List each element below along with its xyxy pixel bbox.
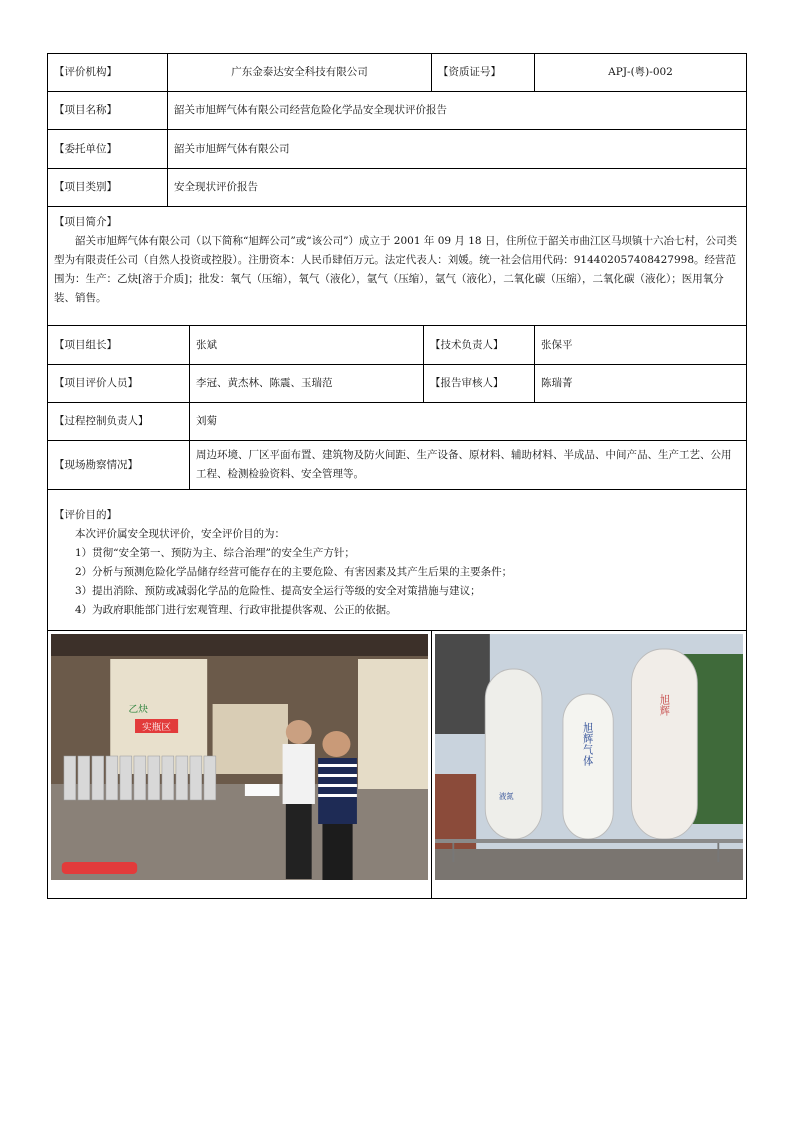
leader-value: 张斌 [190, 326, 424, 365]
category-label: 【项目类别】 [48, 169, 168, 207]
tank-label-nitrogen: 液氮 [498, 791, 514, 802]
photo-sign-acetylene: 乙炔 [128, 704, 148, 715]
purpose-item: 4）为政府职能部门进行宏观管理、行政审批提供客观、公正的依据。 [75, 604, 397, 616]
process-value: 刘菊 [190, 403, 747, 441]
project-name-label: 【项目名称】 [48, 92, 168, 130]
project-name-value: 韶关市旭辉气体有限公司经营危险化学品安全现状评价报告 [168, 92, 747, 130]
purpose-item: 1）贯彻“安全第一、预防为主、综合治理”的安全生产方针； [75, 547, 355, 559]
site-label: 【现场勘察情况】 [48, 441, 190, 490]
tank-brand-text: 旭辉气体 [581, 722, 594, 766]
purpose-label: 【评价目的】 [54, 509, 117, 521]
client-value: 韶关市旭辉气体有限公司 [168, 130, 747, 169]
intro-text: 韶关市旭辉气体有限公司（以下简称“旭辉公司”或“该公司”）成立于 2001 年 09 月 18 日，住所位于韶关市曲江区马坝镇十六冶七村，公司类型为有限责任公司（自然人投资或控股）。注册资本：人民币肆佰万元。法定代表人：刘媛。统一社会信用代码：914402057408427998。经营范围为：生产：乙炔[溶于介质]；批发：氧气（压缩），氧气（液化），氩气（压缩），氩气（液化），二氧化碳（压缩），二氧化碳（液化）；医用氧分装、销售。 [54, 235, 737, 304]
cert-label: 【资质证号】 [432, 54, 535, 92]
tank-brand-text-2: 旭辉 [658, 694, 671, 716]
staff-value: 李冠、黄杰林、陈震、玉瑞范 [190, 365, 424, 403]
tech-value: 张保平 [535, 326, 747, 365]
purpose-section [48, 490, 747, 631]
purpose-item: 3）提出消除、预防或减弱化学品的危险性、提高安全运行等级的安全对策措施与建议； [75, 585, 481, 597]
org-value: 广东金泰达安全科技有限公司 [168, 54, 432, 92]
site-inspection-photo [51, 634, 428, 880]
reviewer-value: 陈瑞菁 [535, 365, 747, 403]
leader-label: 【项目组长】 [48, 326, 190, 365]
photo-cell-right [432, 631, 747, 899]
reviewer-label: 【报告审核人】 [424, 365, 535, 403]
photo-sign-cylinder-area: 实瓶区 [142, 722, 172, 733]
intro-label: 【项目简介】 [54, 216, 117, 228]
info-table [47, 53, 747, 899]
intro-section [48, 207, 747, 326]
purpose-intro: 本次评价属安全现状评价，安全评价目的为： [75, 528, 285, 540]
site-value: 周边环境、厂区平面布置、建筑物及防火间距、生产设备、原材料、辅助材料、半成品、中间产品、生产工艺、公用工程、检测检验资料、安全管理等。 [190, 441, 747, 490]
cert-value: APJ-(粤)-002 [535, 54, 747, 92]
process-label: 【过程控制负责人】 [48, 403, 190, 441]
purpose-item: 2）分析与预测危险化学品储存经营可能存在的主要危险、有害因素及其产生后果的主要条件； [75, 566, 513, 578]
category-value: 安全现状评价报告 [168, 169, 747, 207]
client-label: 【委托单位】 [48, 130, 168, 169]
org-label: 【评价机构】 [48, 54, 168, 92]
tech-label: 【技术负责人】 [424, 326, 535, 365]
storage-tanks-photo [435, 634, 743, 880]
staff-label: 【项目评价人员】 [48, 365, 190, 403]
photo-cell-left [48, 631, 432, 899]
